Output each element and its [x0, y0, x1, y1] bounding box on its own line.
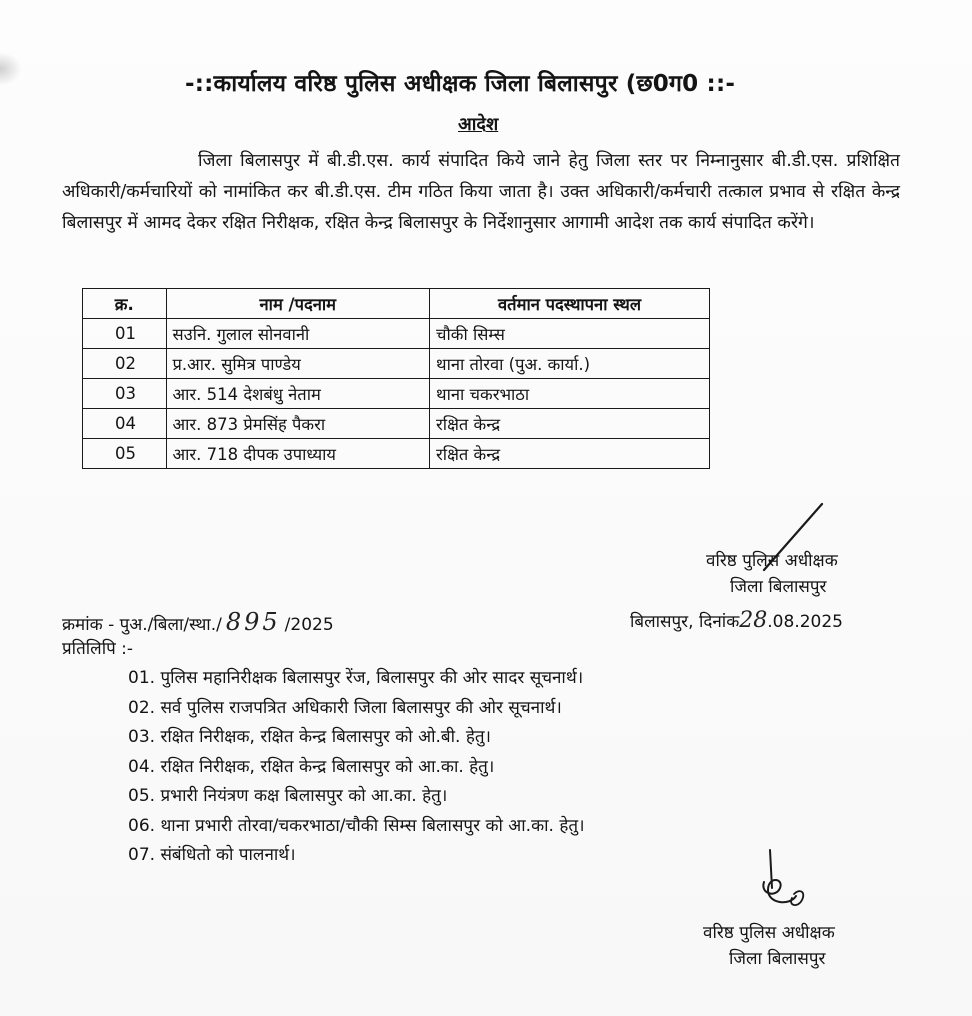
cell-name: आर. 718 दीपक उपाध्याय [166, 439, 430, 469]
header-name: नाम /पदनाम [166, 289, 430, 319]
reference-prefix: क्रमांक - पुअ./बिला/स्था./ [62, 615, 222, 635]
list-item: 05. प्रभारी नियंत्रण कक्ष बिलासपुर को आ.का. हेतु। [128, 786, 448, 806]
cell-posting: रक्षित केन्द्र [430, 439, 710, 469]
date-handwritten-day: 28 [739, 608, 768, 633]
signature-block-top [706, 548, 838, 600]
copy-to-label: प्रतिलिपि :- [62, 639, 134, 659]
reference-handwritten-number: 895 [225, 608, 281, 636]
list-item: 01. पुलिस महानिरीक्षक बिलासपुर रेंज, बिलासपुर की ओर सादर सूचनार्थ। [128, 668, 584, 688]
order-heading: आदेश [458, 114, 499, 135]
order-date [630, 608, 843, 633]
cell-name: प्र.आर. सुमित्र पाण्डेय [166, 349, 430, 379]
cell-posting: रक्षित केन्द्र [430, 409, 710, 439]
signatory-designation: वरिष्ठ पुलिस अधीक्षक [706, 551, 838, 571]
list-item: 06. थाना प्रभारी तोरवा/चकरभाठा/चौकी सिम्स बिलासपुर को आ.का. हेतु। [128, 815, 585, 836]
scan-artifact [0, 52, 22, 86]
order-paragraph: जिला बिलासपुर में बी.डी.एस. कार्य संपादित किये जाने हेतु जिला स्तर पर निम्नानुसार बी.डी.एस. प्रशिक्षित अधिकारी/कर्मचारियों को नामांकित कर बी.डी.एस. टीम गठित किया जाता है। उक्त अधिकारी/कर्मचारी तत्काल प्रभाव से रक्षित केन्द्र बिलासपुर में आमद देकर रक्षित निरीक्षक, रक्षित केन्द्र बिलासपुर के निर्देशानुसार आगामी आदेश तक कार्य संपादित करेंगे। [62, 151, 900, 233]
reference-suffix: /2025 [284, 615, 334, 635]
list-item: 04. रक्षित निरीक्षक, रक्षित केन्द्र बिलासपुर को आ.का. हेतु। [128, 756, 495, 777]
cell-serial: 05 [83, 439, 167, 469]
date-prefix: बिलासपुर, दिनांक [630, 612, 740, 632]
table-row [83, 319, 710, 349]
table-row [83, 379, 710, 409]
signatory-district: जिला बिलासपुर [729, 949, 826, 969]
office-title: -::कार्यालय वरिष्ठ पुलिस अधीक्षक जिला बिलासपुर (छ0ग0 ::- [185, 71, 736, 97]
table-row [83, 409, 710, 439]
list-item: 02. सर्व पुलिस राजपत्रित अधिकारी जिला बिलासपुर की ओर सूचनार्थ। [128, 697, 562, 718]
list-item: 07. संबंधितो को पालनार्थ। [128, 845, 296, 865]
cell-posting: थाना चकरभाठा [430, 379, 710, 409]
table-header-row [83, 289, 710, 319]
list-item: 03. रक्षित निरीक्षक, रक्षित केन्द्र बिलासपुर को ओ.बी. हेतु। [128, 727, 491, 747]
header-posting: वर्तमान पदस्थापना स्थल [430, 289, 710, 319]
cell-posting: थाना तोरवा (पुअ. कार्या.) [430, 349, 710, 379]
cell-name: सउनि. गुलाल सोनवानी [166, 319, 430, 349]
cell-serial: 03 [83, 379, 167, 409]
date-rest: .08.2025 [767, 612, 843, 632]
signatory-designation: वरिष्ठ पुलिस अधीक्षक [703, 923, 835, 943]
cell-name: आर. 514 देशबंधु नेताम [166, 379, 430, 409]
bds-team-table [82, 288, 710, 469]
cell-serial: 01 [83, 319, 167, 349]
table-row [83, 349, 710, 379]
reference-number [62, 608, 334, 636]
copy-to-list [128, 664, 585, 871]
cell-serial: 02 [83, 349, 167, 379]
signatory-district: जिला बिलासपुर [730, 577, 827, 597]
handwritten-signature [750, 848, 820, 918]
cell-name: आर. 873 प्रेमसिंह पैकरा [166, 409, 430, 439]
signature-block-bottom [703, 920, 835, 972]
cell-serial: 04 [83, 409, 167, 439]
cell-posting: चौकी सिम्स [430, 319, 710, 349]
header-serial: क्र. [83, 289, 167, 319]
table-row [83, 439, 710, 469]
